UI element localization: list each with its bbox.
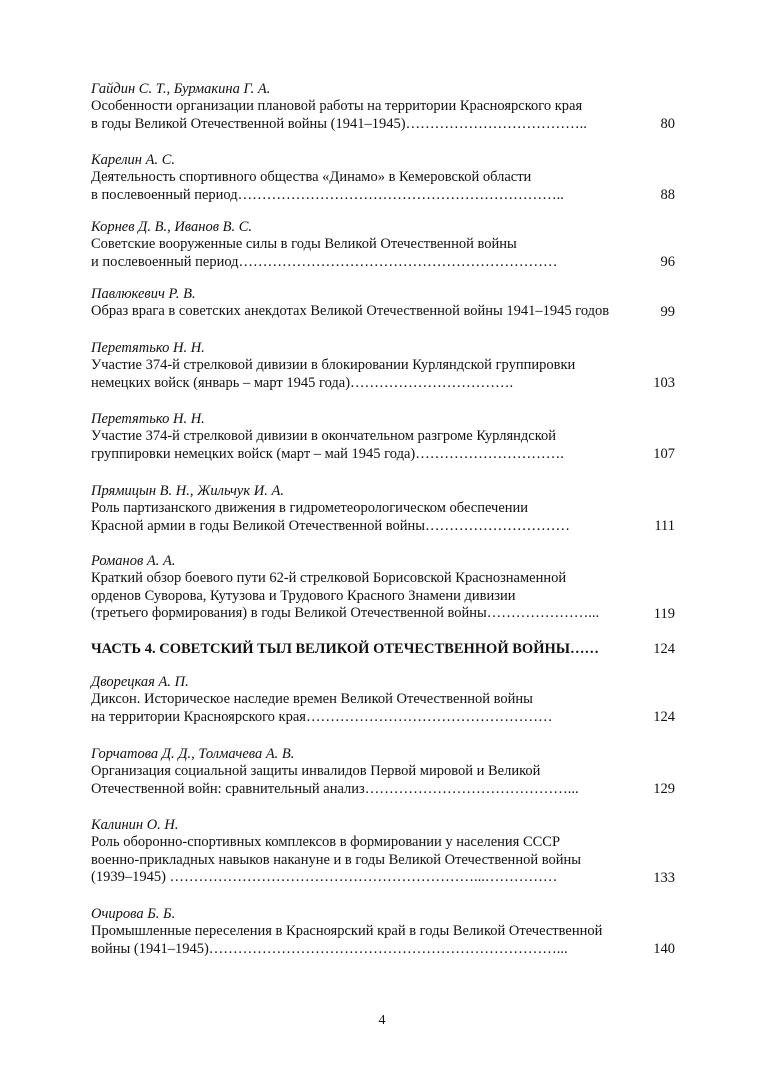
entry-author: Прямицын В. Н., Жильчук И. А. [91,483,284,499]
entry-title-line: группировки немецких войск (март – май 1945 года)…………………………. [91,445,564,462]
entry-title-line: Промышленные переселения в Красноярский край в годы Великой Отечественной [91,923,603,939]
entry-title-line: Особенности организации плановой работы на территории Красноярского края [91,98,583,114]
entry-page-number: 99 [660,303,675,320]
toc-entry [91,905,675,958]
page-footer-number: 4 [378,1013,386,1028]
entry-author: Перетятько Н. Н. [91,411,205,427]
entry-title-line: немецких войск (январь – март 1945 года)……………………………. [91,374,514,391]
entry-author: Гайдин С. Т., Бурмакина Г. А. [91,81,271,97]
entry-author: Дворецкая А. П. [91,674,189,690]
section-page-number: 124 [653,641,675,657]
entry-title-line: Деятельность спортивного общества «Динамо» в Кемеровской области [91,169,532,185]
entry-title-line: Участие 374-й стрелковой дивизии в окончательном разгроме Курляндской [91,428,557,444]
entry-author: Карелин А. С. [91,152,175,168]
toc-entry [91,151,675,204]
entry-title-line: Образ врага в советских анекдотах Великой Отечественной войны 1941–1945 годов [91,303,610,319]
toc-entry [91,80,675,133]
toc-entry [91,552,675,623]
entry-title-line: Роль партизанского движения в гидрометеорологическом обеспечении [91,500,529,516]
entry-title-line: и послевоенный период………………………………………………………… [91,253,558,270]
entry-page-number: 96 [660,254,675,270]
section-heading [91,640,675,658]
toc-entry [91,410,675,463]
section-title: ЧАСТЬ 4. СОВЕТСКИЙ ТЫЛ ВЕЛИКОЙ ОТЕЧЕСТВЕННОЙ ВОЙНЫ…… [91,641,599,657]
entry-page-number: 119 [653,605,675,622]
toc-entry [91,816,675,887]
entry-page-number: 133 [653,869,675,886]
entry-author: Горчатова Д. Д., Толмачева А. В. [91,746,295,762]
entry-title-line: Диксон. Историческое наследие времен Великой Отечественной войны [91,691,533,707]
toc-entry [91,339,675,392]
entry-title-line: (1939–1945) ………………………………………………………...…………… [91,869,558,885]
entry-title-line: военно-прикладных навыков накануне и в годы Великой Отечественной войны [91,851,581,868]
entry-page-number: 129 [653,781,675,797]
entry-page-number: 111 [654,518,675,534]
entry-title-line: на территории Красноярского края…………………………………………… [91,708,553,725]
toc-entry [91,745,675,798]
entry-author: Павлюкевич Р. В. [91,286,196,302]
entry-title-line: Организация социальной защиты инвалидов Первой мировой и Великой [91,763,541,779]
toc-entry [91,285,675,321]
entry-author: Романов А. А. [91,553,176,569]
entry-title-line: Участие 374-й стрелковой дивизии в блокировании Курляндской группировки [91,357,576,373]
entry-page-number: 103 [653,375,675,391]
entry-page-number: 80 [660,116,675,132]
entry-title-line: войны (1941–1945)………………………………………………………………... [91,940,568,957]
toc-entry [91,218,675,271]
entry-author: Перетятько Н. Н. [91,340,205,356]
entry-title-line: Роль оборонно-спортивных комплексов в формировании у населения СССР [91,834,561,850]
entry-title-line: в послевоенный период………………………………………………………….. [91,186,564,203]
entry-page-number: 88 [660,187,675,203]
entry-page-number: 140 [653,941,675,957]
entry-title-line: орденов Суворова, Кутузова и Трудового Красного Знамени дивизии [91,587,516,604]
entry-title-line: в годы Великой Отечественной войны (1941–1945)……………………………….. [91,115,587,132]
entry-page-number: 124 [653,709,675,725]
entry-title-line: Краткий обзор боевого пути 62-й стрелковой Борисовской Краснознаменной [91,570,567,586]
toc-entry [91,482,675,535]
entry-title-line: Красной армии в годы Великой Отечественной войны………………………… [91,517,571,534]
entry-title-line: (третьего формирования) в годы Великой Отечественной войны…………………... [91,605,600,621]
entry-page-number: 107 [653,446,675,462]
entry-title-line: Советские вооруженные силы в годы Великой Отечественной войны [91,236,517,252]
entry-author: Корнев Д. В., Иванов В. С. [91,219,253,235]
toc-entry [91,673,675,726]
entry-title-line: Отечественной войн: сравнительный анализ……………………………………... [91,780,579,797]
entry-author: Калинин О. Н. [91,817,179,833]
entry-author: Очирова Б. Б. [91,906,176,922]
